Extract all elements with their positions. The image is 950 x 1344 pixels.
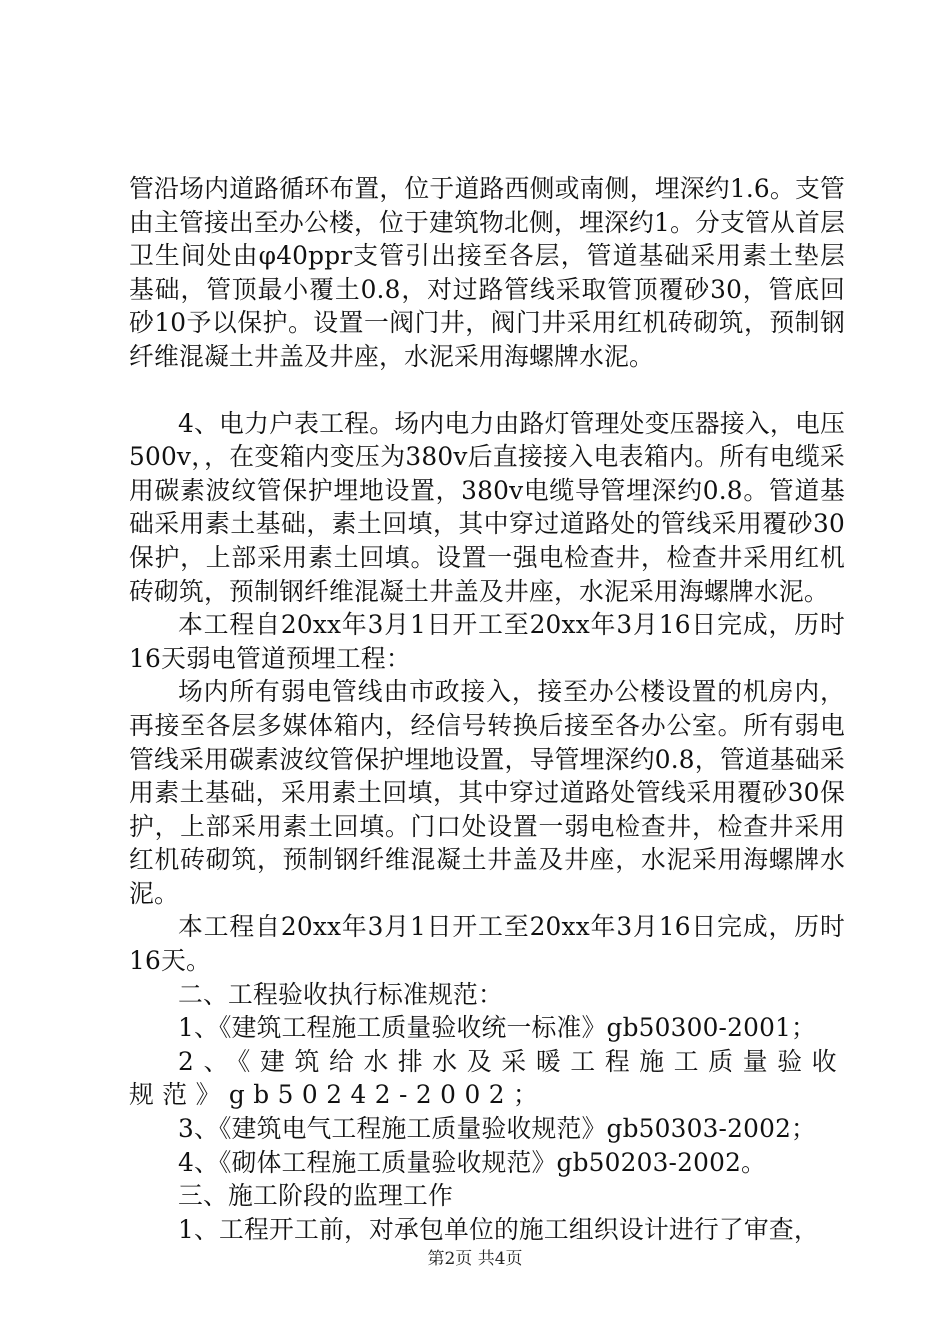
standard-item-4: 4、《砌体工程施工质量验收规范》gb50203-2002。 <box>178 1147 767 1177</box>
paragraph-gap <box>129 374 845 407</box>
paragraph-low-voltage: 场内所有弱电管线由市政接入，接至办公楼设置的机房内，再接至各层多媒体箱内，经信号转换后接至各办公室。所有弱电管线采用碳素波纹管保护埋地设置，导管埋深约0.8，管道基础采用素土基础，采用素土回填，其中穿过道路处管线采用覆砂30保护，上部采用素土回填。门口处设置一弱电检查井，检查井采用红机砖砌筑，预制钢纤维混凝土井盖及井座，水泥采用海螺牌水泥。 <box>129 677 845 908</box>
section-heading-supervision: 三、施工阶段的监理工作 <box>178 1181 453 1211</box>
paragraph-low-voltage-schedule: 本工程自20xx年3月1日开工至20xx年3月16日完成，历时16天。 <box>129 912 845 976</box>
document-body <box>129 172 845 1246</box>
section-heading-standards: 二、工程验收执行标准规范： <box>178 979 503 1009</box>
standard-item-2: 2、《建筑给水排水及采暖工程施工质量验收规范》gb50242-2002； <box>129 1046 845 1110</box>
paragraph-power-schedule: 本工程自20xx年3月1日开工至20xx年3月16日完成，历时16天弱电管道预埋工程： <box>129 610 845 673</box>
paragraph-water-pipes: 管沿场内道路循环布置，位于道路西侧或南侧，埋深约1.6。支管由主管接出至办公楼，位于建筑物北侧，埋深约1。分支管从首层卫生间处由φ40ppr支管引出接至各层，管道基础采用素土垫层基础，管顶最小覆土0.8，对过路管线采取管顶覆砂30，管底回砂10予以保护。设置一阀门井，阀门井采用红机砖砌筑，预制钢纤维混凝土井盖及井座，水泥采用海螺牌水泥。 <box>129 174 845 371</box>
paragraph-power-meter: 4、电力户表工程。场内电力由路灯管理处变压器接入，电压500v，，在变箱内变压为380v后直接接入电表箱内。所有电缆采用碳素波纹管保护埋地设置，380v电缆导管埋深约0.8。管道基础采用素土基础，素土回填，其中穿过道路处的管线采用覆砂30保护，上部采用素土回填。设置一强电检查井，检查井采用红机砖砌筑，预制钢纤维混凝土井盖及井座，水泥采用海螺牌水泥。 <box>129 408 845 606</box>
standard-item-3: 3、《建筑电气工程施工质量验收规范》gb50303-2002； <box>178 1114 817 1144</box>
standard-item-1: 1、《建筑工程施工质量验收统一标准》gb50300-2001； <box>178 1013 817 1043</box>
supervision-item-1: 1、工程开工前，对承包单位的施工组织设计进行了审查， <box>178 1214 819 1244</box>
page-footer: 第2页 共4页 <box>427 1249 523 1269</box>
